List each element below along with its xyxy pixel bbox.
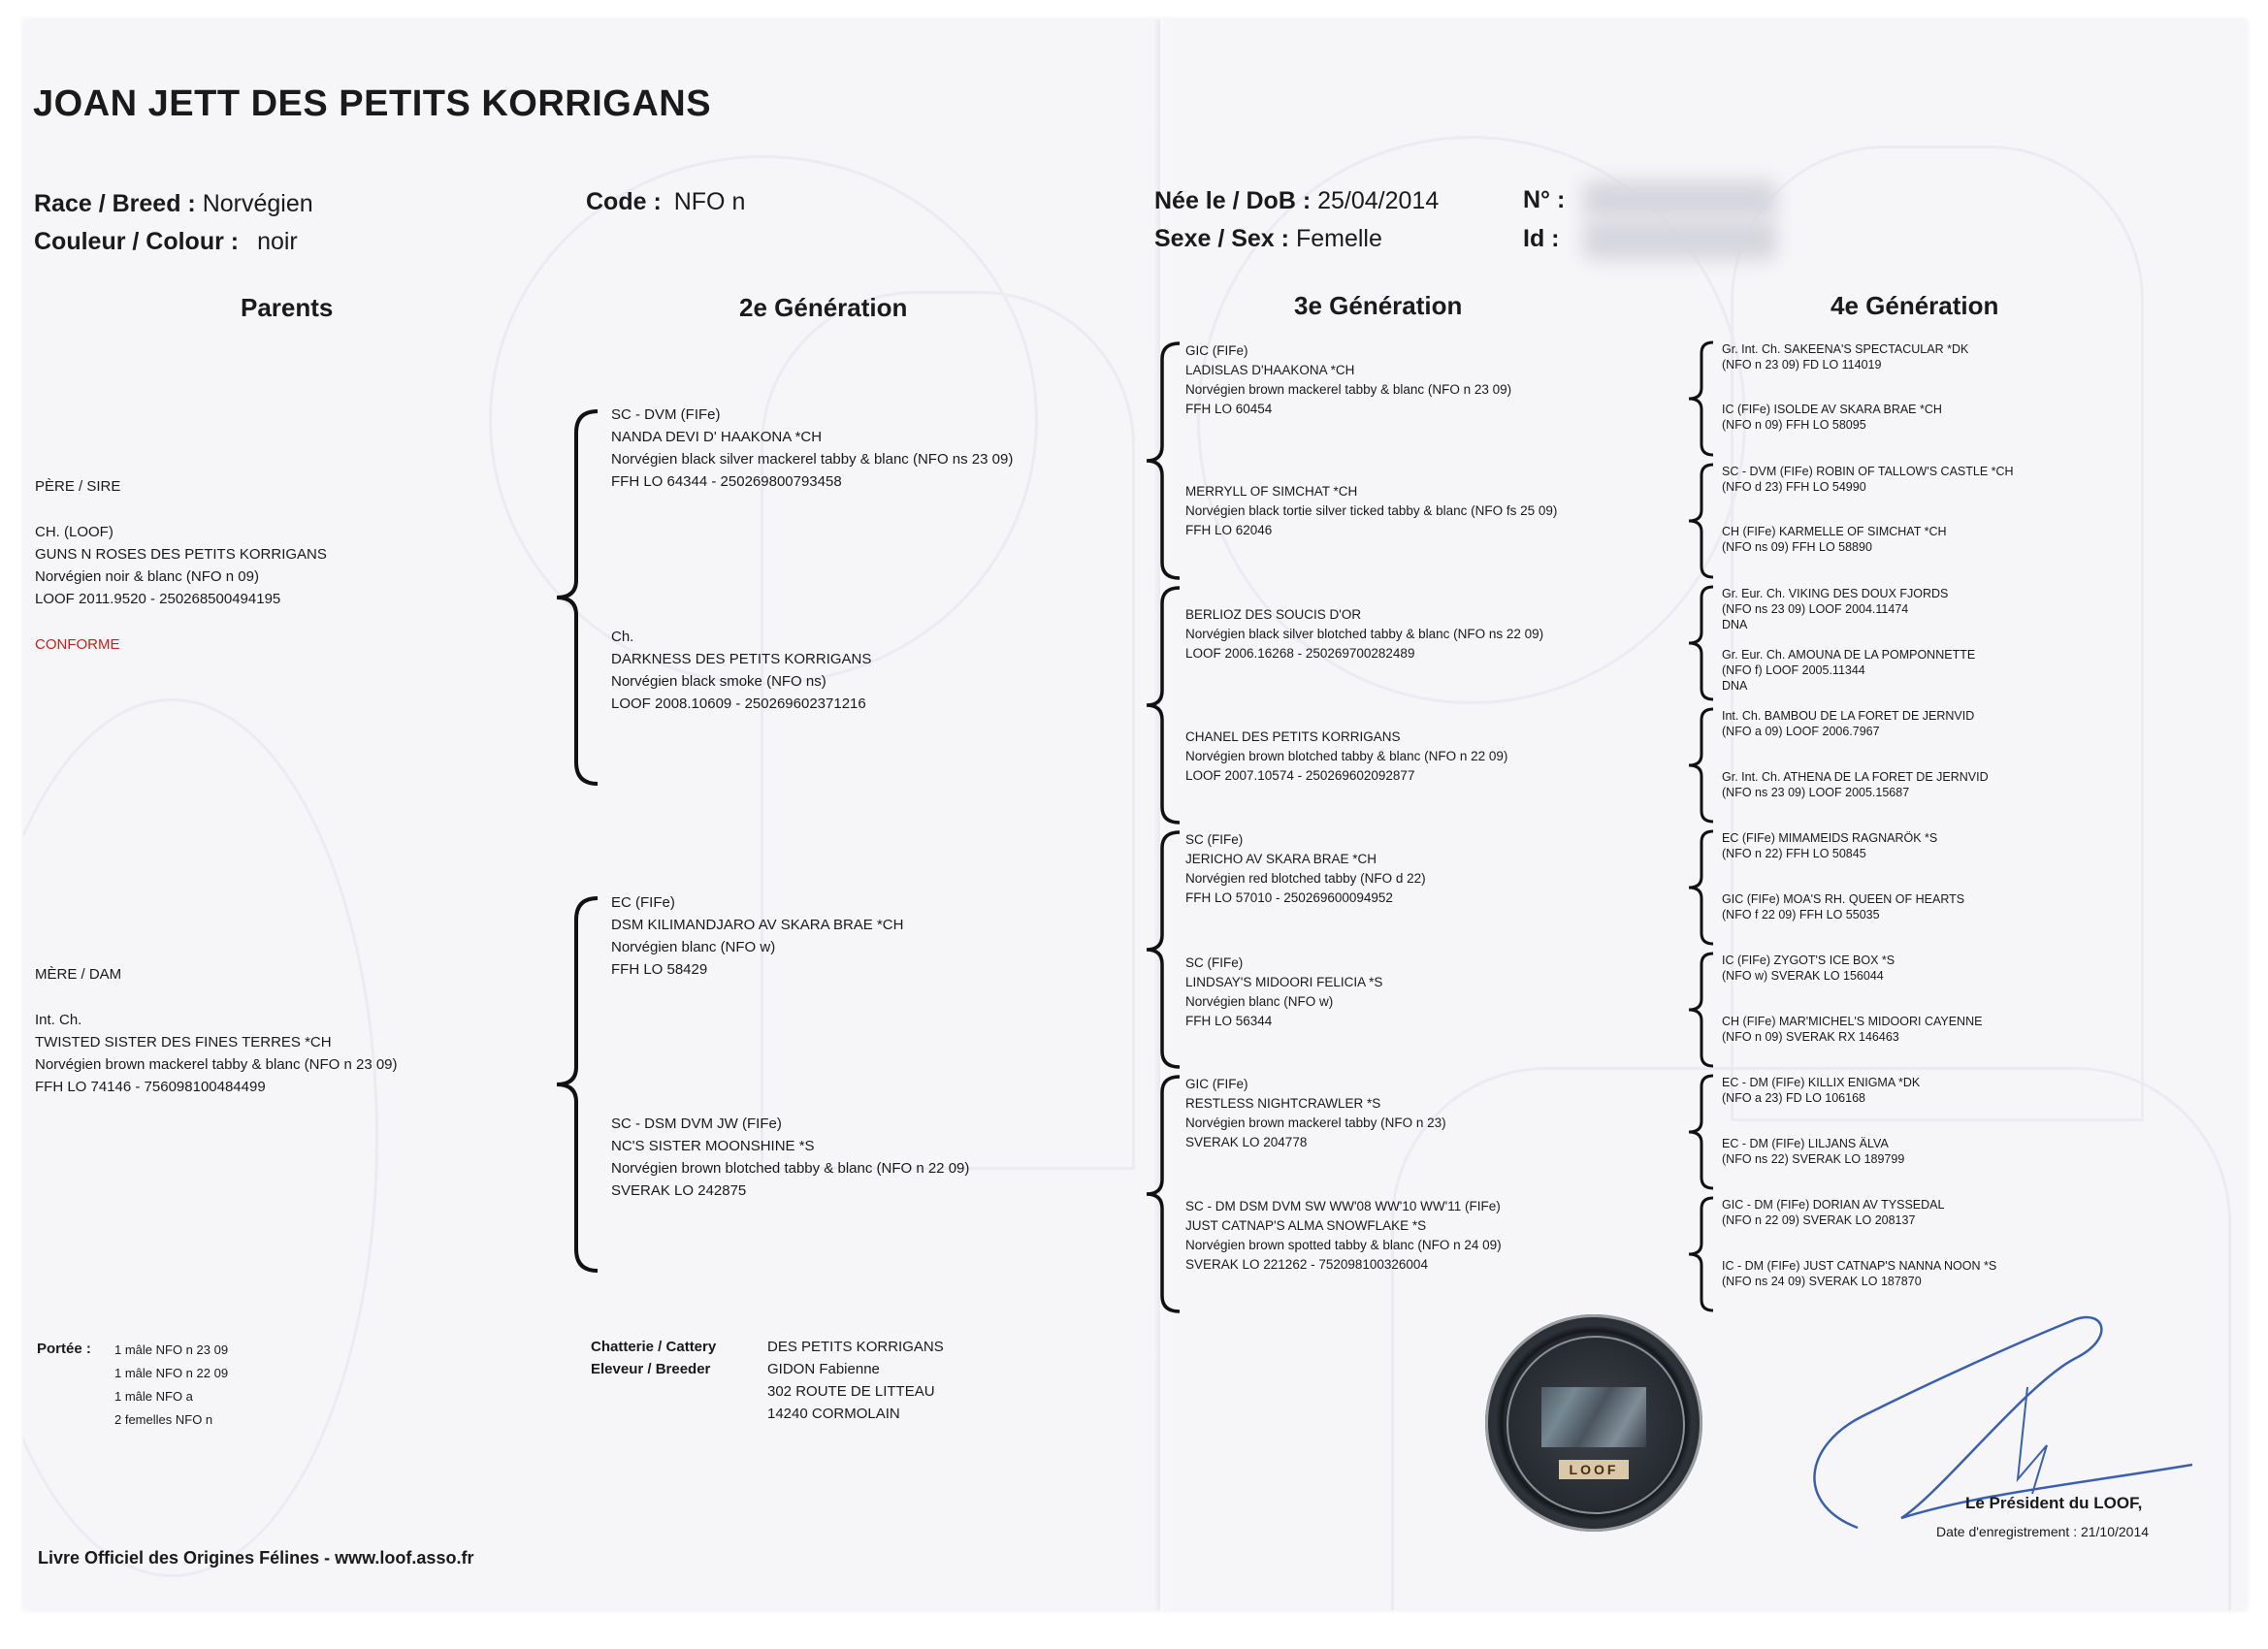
- gen2-line: SC - DSM DVM JW (FIFe): [611, 1116, 782, 1132]
- gen4-line: (NFO f) LOOF 2005.11344: [1722, 663, 1865, 677]
- gen3-entry: [1185, 728, 1507, 786]
- gen3-line: LOOF 2006.16268 - 250269700282489: [1185, 646, 1415, 661]
- gen4-line: (NFO ns 23 09) LOOF 2004.11474: [1722, 602, 1909, 616]
- brace-gen3: [1141, 828, 1183, 1071]
- gen2-line: Norvégien brown blotched tabby & blanc (NFO n 22 09): [611, 1160, 970, 1177]
- gen3-line: MERRYLL OF SIMCHAT *CH: [1185, 484, 1358, 499]
- gen3-line: SC - DM DSM DVM SW WW'08 WW'10 WW'11 (FIFe): [1185, 1199, 1501, 1213]
- litter-line: 1 mâle NFO a: [114, 1389, 193, 1404]
- gen4-line: EC - DM (FIFe) LILJANS ÄLVA: [1722, 1137, 1889, 1150]
- gen4-line: SC - DVM (FIFe) ROBIN OF TALLOW'S CASTLE *CH: [1722, 465, 2014, 478]
- code-value: NFO n: [673, 188, 746, 215]
- brace-gen4: [1684, 1073, 1717, 1191]
- gen4-line: Gr. Eur. Ch. AMOUNA DE LA POMPONNETTE: [1722, 648, 1976, 662]
- dam-line: Norvégien brown mackerel tabby & blanc (NFO n 23 09): [35, 1056, 398, 1073]
- litter-list: [114, 1339, 228, 1432]
- brace-gen4: [1684, 951, 1717, 1069]
- gen4-line: (NFO d 23) FFH LO 54990: [1722, 480, 1866, 494]
- sex-row: [1154, 225, 1382, 253]
- gen3-line: Norvégien black tortie silver ticked tabby & blanc (NFO fs 25 09): [1185, 503, 1558, 518]
- gen3-line: Norvégien brown mackerel tabby (NFO n 23): [1185, 1116, 1446, 1130]
- gen2-line: SVERAK LO 242875: [611, 1182, 747, 1199]
- gen3-line: JUST CATNAP'S ALMA SNOWFLAKE *S: [1185, 1218, 1427, 1233]
- brace-gen4: [1684, 584, 1717, 702]
- gen4-entry: [1722, 1258, 1996, 1289]
- column-gen3: 3e Génération: [1294, 291, 1463, 320]
- gen4-line: (NFO ns 24 09) SVERAK LO 187870: [1722, 1275, 1922, 1288]
- gen4-entry: [1722, 586, 1948, 632]
- gen3-entry: [1185, 830, 1426, 908]
- sire-line: CH. (LOOF): [35, 524, 113, 540]
- gen2-line: LOOF 2008.10609 - 250269602371216: [611, 695, 866, 712]
- brace-gen4: [1684, 828, 1717, 947]
- sire-role: PÈRE / SIRE: [35, 478, 121, 495]
- gen4-entry: [1722, 953, 1895, 984]
- column-gen4: 4e Génération: [1831, 291, 1999, 320]
- gen4-line: Gr. Int. Ch. ATHENA DE LA FORET DE JERNVID: [1722, 770, 1989, 784]
- gen4-line: GIC (FIFe) MOA'S RH. QUEEN OF HEARTS: [1722, 892, 1965, 906]
- gen3-entry: [1185, 1075, 1446, 1152]
- gen4-line: (NFO n 23 09) FD LO 114019: [1722, 358, 1882, 372]
- gen3-line: SC (FIFe): [1185, 832, 1244, 847]
- gen3-entry: [1185, 954, 1382, 1031]
- gen3-line: LINDSAY'S MIDOORI FELICIA *S: [1185, 975, 1383, 989]
- gen4-line: (NFO n 09) FFH LO 58095: [1722, 418, 1866, 432]
- loof-seal: [1485, 1314, 1702, 1532]
- colour-label: Couleur / Colour :: [34, 228, 240, 255]
- dam-line: FFH LO 74146 - 756098100484499: [35, 1079, 266, 1095]
- gen2-entry: [611, 1113, 969, 1202]
- gen3-line: Norvégien brown spotted tabby & blanc (NFO n 24 09): [1185, 1238, 1502, 1252]
- brace-gen4: [1684, 1195, 1717, 1313]
- gen3-line: Norvégien black silver blotched tabby & blanc (NFO ns 22 09): [1185, 627, 1544, 641]
- gen3-line: Norvégien red blotched tabby (NFO d 22): [1185, 871, 1426, 886]
- gen4-entry: [1722, 1014, 1982, 1045]
- seal-hologram: [1541, 1387, 1646, 1447]
- gen4-line: (NFO a 09) LOOF 2006.7967: [1722, 725, 1880, 738]
- gen3-entry: [1185, 482, 1557, 540]
- cattery-details: [767, 1336, 944, 1425]
- gen3-line: SVERAK LO 204778: [1185, 1135, 1308, 1149]
- code-label: Code :: [586, 188, 662, 215]
- gen2-line: Norvégien black silver mackerel tabby & blanc (NFO ns 23 09): [611, 451, 1014, 468]
- gen3-entry: [1185, 1197, 1502, 1275]
- brace-gen2-sire: [551, 407, 603, 788]
- gen4-entry: [1722, 830, 1937, 861]
- dob-value: 25/04/2014: [1317, 187, 1440, 214]
- gen3-line: JERICHO AV SKARA BRAE *CH: [1185, 852, 1377, 866]
- sire-line: Norvégien noir & blanc (NFO n 09): [35, 568, 259, 585]
- cattery-line: 14240 CORMOLAIN: [767, 1406, 900, 1422]
- gen3-line: LADISLAS D'HAAKONA *CH: [1185, 363, 1355, 377]
- gen2-entry: [611, 404, 1013, 493]
- gen4-line: (NFO ns 09) FFH LO 58890: [1722, 540, 1872, 554]
- gen2-line: FFH LO 58429: [611, 961, 708, 978]
- gen4-entry: [1722, 1136, 1904, 1167]
- litter-line: 1 mâle NFO n 22 09: [114, 1366, 229, 1380]
- litter-line: 2 femelles NFO n: [114, 1412, 213, 1427]
- dam-line: TWISTED SISTER DES FINES TERRES *CH: [35, 1034, 332, 1051]
- gen4-line: Gr. Int. Ch. SAKEENA'S SPECTACULAR *DK: [1722, 342, 1969, 356]
- gen3-line: FFH LO 60454: [1185, 402, 1273, 416]
- column-parents: Parents: [241, 293, 334, 322]
- gen4-entry: [1722, 647, 1975, 694]
- gen4-line: DNA: [1722, 679, 1748, 693]
- gen3-line: Norvégien blanc (NFO w): [1185, 994, 1334, 1009]
- gen3-line: SVERAK LO 221262 - 752098100326004: [1185, 1257, 1428, 1272]
- gen4-line: Gr. Eur. Ch. VIKING DES DOUX FJORDS: [1722, 587, 1949, 600]
- cattery-labels: [591, 1336, 716, 1380]
- code-row: [586, 188, 745, 216]
- gen4-line: DNA: [1722, 618, 1748, 631]
- breed-label: Race / Breed :: [34, 190, 196, 217]
- gen2-line: NC'S SISTER MOONSHINE *S: [611, 1138, 815, 1154]
- gen3-entry: [1185, 341, 1511, 419]
- gen4-line: GIC - DM (FIFe) DORIAN AV TYSSEDAL: [1722, 1198, 1945, 1212]
- breeder-label: Eleveur / Breeder: [591, 1361, 711, 1377]
- gen2-line: DARKNESS DES PETITS KORRIGANS: [611, 651, 872, 667]
- sire-line: LOOF 2011.9520 - 250268500494195: [35, 591, 281, 607]
- president-title: Le Président du LOOF,: [1965, 1494, 2143, 1512]
- registration-number-label: N° :: [1523, 186, 1566, 213]
- gen3-line: RESTLESS NIGHTCRAWLER *S: [1185, 1096, 1381, 1111]
- cat-name-title: JOAN JETT DES PETITS KORRIGANS: [33, 83, 712, 124]
- gen4-line: IC - DM (FIFe) JUST CATNAP'S NANNA NOON *S: [1722, 1259, 1997, 1273]
- sex-value: Femelle: [1295, 225, 1382, 252]
- gen2-line: SC - DVM (FIFe): [611, 406, 721, 423]
- gen2-line: DSM KILIMANDJARO AV SKARA BRAE *CH: [611, 917, 904, 933]
- watermark-shape: [23, 698, 378, 1577]
- gen4-line: EC - DM (FIFe) KILLIX ENIGMA *DK: [1722, 1076, 1921, 1089]
- colour-value: noir: [257, 228, 298, 255]
- brace-gen4: [1684, 340, 1717, 458]
- gen4-entry: [1722, 1197, 1944, 1228]
- litter-line: 1 mâle NFO n 23 09: [114, 1342, 229, 1357]
- redacted-number: [1583, 180, 1777, 219]
- gen4-entry: [1722, 341, 1968, 372]
- gen4-line: (NFO ns 22) SVERAK LO 189799: [1722, 1152, 1905, 1166]
- gen3-line: FFH LO 57010 - 250269600094952: [1185, 890, 1393, 905]
- gen4-entry: [1722, 464, 2014, 495]
- gen4-line: CH (FIFe) KARMELLE OF SIMCHAT *CH: [1722, 525, 1947, 538]
- litter-label: Portée :: [37, 1341, 91, 1357]
- gen4-line: (NFO n 22 09) SVERAK LO 208137: [1722, 1213, 1916, 1227]
- brace-gen4: [1684, 706, 1717, 824]
- cattery-label: Chatterie / Cattery: [591, 1339, 717, 1355]
- gen4-entry: [1722, 769, 1989, 800]
- gen2-line: EC (FIFe): [611, 894, 675, 911]
- gen3-line: GIC (FIFe): [1185, 343, 1248, 358]
- gen4-line: Int. Ch. BAMBOU DE LA FORET DE JERNVID: [1722, 709, 1975, 723]
- sex-label: Sexe / Sex :: [1154, 225, 1289, 252]
- gen2-line: Ch.: [611, 629, 634, 645]
- brace-gen3: [1141, 340, 1183, 582]
- gen4-entry: [1722, 708, 1974, 739]
- sire-block: [35, 475, 327, 656]
- column-gen2: 2e Génération: [739, 293, 908, 322]
- gen2-entry: [611, 891, 903, 981]
- id-label: Id :: [1523, 225, 1560, 252]
- gen4-line: EC (FIFe) MIMAMEIDS RAGNARÖK *S: [1722, 831, 1938, 845]
- gen4-line: IC (FIFe) ZYGOT'S ICE BOX *S: [1722, 954, 1895, 967]
- dob-row: [1154, 187, 1439, 215]
- dam-block: [35, 963, 398, 1098]
- gen4-line: (NFO ns 23 09) LOOF 2005.15687: [1722, 786, 1910, 799]
- gen3-line: Norvégien brown mackerel tabby & blanc (NFO n 23 09): [1185, 382, 1512, 397]
- gen3-line: Norvégien brown blotched tabby & blanc (NFO n 22 09): [1185, 749, 1508, 763]
- breed-row: [34, 190, 313, 218]
- gen3-line: SC (FIFe): [1185, 955, 1244, 970]
- seal-logo: LOOF: [1559, 1460, 1629, 1479]
- gen2-entry: [611, 626, 871, 715]
- cattery-line: DES PETITS KORRIGANS: [767, 1339, 944, 1355]
- redacted-id: [1583, 219, 1777, 260]
- dob-label: Née le / DoB :: [1154, 187, 1312, 214]
- gen4-line: (NFO a 23) FD LO 106168: [1722, 1091, 1865, 1105]
- colour-row: [34, 228, 298, 256]
- cattery-line: 302 ROUTE DE LITTEAU: [767, 1383, 935, 1400]
- gen3-line: FFH LO 62046: [1185, 523, 1273, 537]
- dam-line: Int. Ch.: [35, 1012, 82, 1028]
- breed-value: Norvégien: [202, 190, 313, 217]
- gen2-line: NANDA DEVI D' HAAKONA *CH: [611, 429, 823, 445]
- registration-date: Date d'enregistrement : 21/10/2014: [1936, 1524, 2150, 1539]
- brace-gen3: [1141, 1073, 1183, 1315]
- gen3-line: GIC (FIFe): [1185, 1077, 1248, 1091]
- gen4-line: CH (FIFe) MAR'MICHEL'S MIDOORI CAYENNE: [1722, 1015, 1983, 1028]
- gen4-line: (NFO n 22) FFH LO 50845: [1722, 847, 1866, 860]
- gen3-line: BERLIOZ DES SOUCIS D'OR: [1185, 607, 1362, 622]
- gen4-entry: [1722, 891, 1964, 922]
- gen3-line: CHANEL DES PETITS KORRIGANS: [1185, 729, 1401, 744]
- gen4-entry: [1722, 402, 1942, 433]
- gen2-line: Norvégien black smoke (NFO ns): [611, 673, 826, 690]
- brace-gen4: [1684, 462, 1717, 580]
- cattery-line: GIDON Fabienne: [767, 1361, 880, 1377]
- brace-gen3: [1141, 584, 1183, 826]
- footer-text: Livre Officiel des Origines Félines - www.loof.asso.fr: [38, 1548, 474, 1568]
- gen4-line: (NFO w) SVERAK LO 156044: [1722, 969, 1884, 983]
- gen4-line: IC (FIFe) ISOLDE AV SKARA BRAE *CH: [1722, 403, 1942, 416]
- sire-line: GUNS N ROSES DES PETITS KORRIGANS: [35, 546, 327, 563]
- gen2-line: FFH LO 64344 - 250269800793458: [611, 473, 842, 490]
- gen3-entry: [1185, 605, 1543, 663]
- gen2-line: Norvégien blanc (NFO w): [611, 939, 776, 955]
- gen3-line: FFH LO 56344: [1185, 1014, 1273, 1028]
- gen4-line: (NFO n 09) SVERAK RX 146463: [1722, 1030, 1899, 1044]
- gen3-line: LOOF 2007.10574 - 250269602092877: [1185, 768, 1415, 783]
- gen4-entry: [1722, 1075, 1920, 1106]
- brace-gen2-dam: [551, 894, 603, 1275]
- conforme-status: CONFORME: [35, 636, 120, 653]
- gen4-entry: [1722, 524, 1947, 555]
- gen4-line: (NFO f 22 09) FFH LO 55035: [1722, 908, 1880, 922]
- dam-role: MÈRE / DAM: [35, 966, 122, 983]
